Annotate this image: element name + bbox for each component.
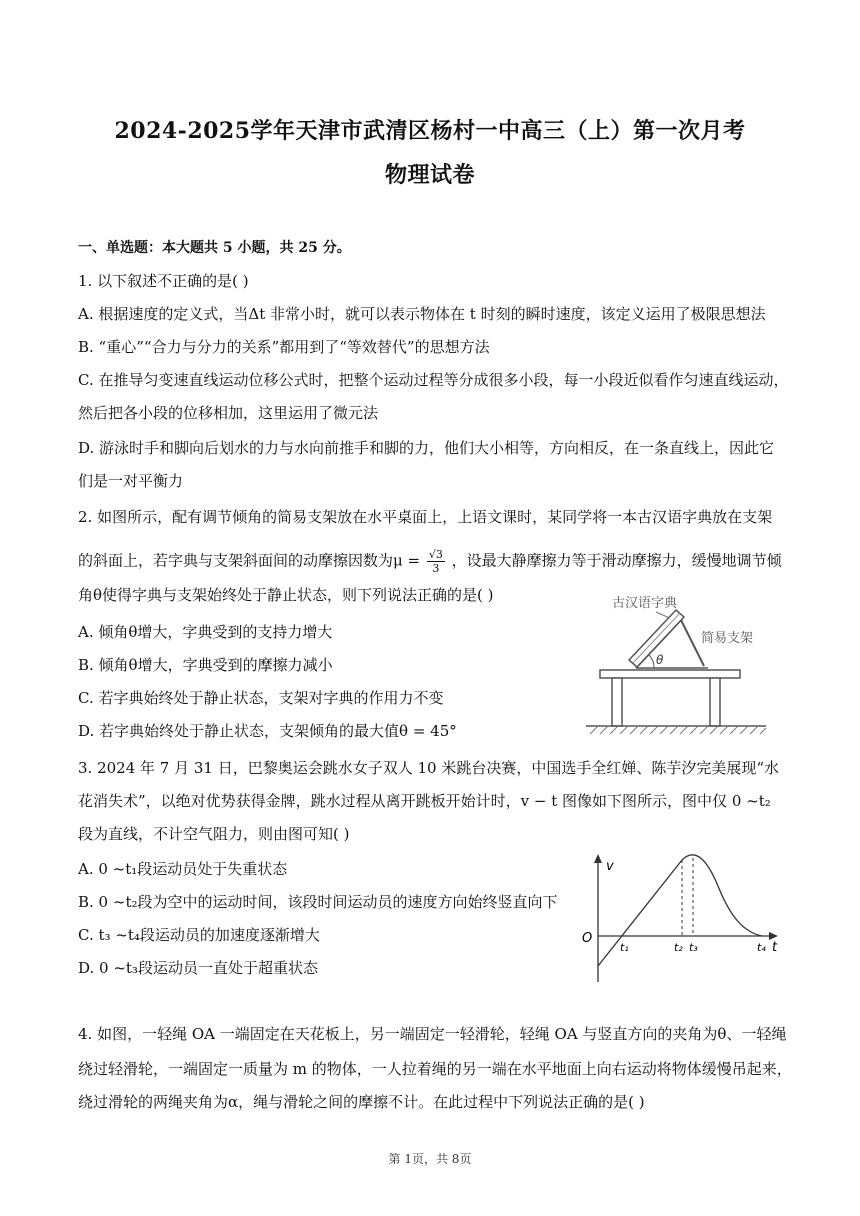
q4-stem-cont: 绕过轻滑轮，一端固定一质量为 m 的物体，一人拉着绳的另一端在水平地面上向右运动将物体缓慢吊起来，: [78, 1060, 792, 1078]
q2-stem: 2. 如图所示，配有调节倾角的简易支架放在水平桌面上，上语文课时，某同学将一本古汉语字典放在支架: [78, 508, 773, 526]
mu-fraction: [427, 548, 445, 575]
q3-stem-cont2: 段为直线，不计空气阻力，则由图可知( ): [78, 825, 350, 843]
tick-t4: t₄: [757, 941, 766, 954]
tick-t3: t₃: [689, 941, 698, 954]
t-axis-arrow: [769, 932, 778, 940]
q4-stem-cont2: 绕过滑轮的两绳夹角为α，绳与滑轮之间的摩擦不计。在此过程中下列说法正确的是( ): [78, 1093, 645, 1111]
stand-diagram: [586, 588, 776, 736]
q3-option-b: B. 0 ~t₂段为空中的运动时间，该段时间运动员的速度方向始终竖直向下: [78, 893, 558, 911]
q2-stem-cont: [78, 548, 782, 575]
page-footer: 第 1页，共 8页: [388, 1152, 472, 1166]
q3-option-c: C. t₃ ~t₄段运动员的加速度逐渐增大: [78, 926, 320, 944]
q2-option-d: D. 若字典始终处于静止状态，支架倾角的最大值θ = 45°: [78, 722, 457, 740]
t-axis-label: t: [772, 940, 778, 955]
v-axis-arrow: [594, 854, 602, 863]
q3-stem: 3. 2024 年 7 月 31 日，巴黎奥运会跳水女子双人 10 米跳台决赛，中国选手全红婵、陈芋汐完美展现“水: [78, 759, 780, 777]
q1-option-a: A. 根据速度的定义式，当Δt 非常小时，就可以表示物体在 t 时刻的瞬时速度，该定义运用了极限思想法: [78, 305, 766, 323]
tick-t1: t₁: [620, 941, 629, 954]
label-theta: θ: [656, 653, 664, 667]
q2-option-c: C. 若字典始终处于静止状态，支架对字典的作用力不变: [78, 689, 444, 707]
section-heading: 一、单选题：本大题共 5 小题，共 25 分。: [78, 240, 351, 256]
linear-segment: [598, 860, 682, 966]
ground-hatching: [590, 726, 766, 734]
q1-option-b: B. “重心”“合力与分力的关系”都用到了“等效替代”的思想方法: [78, 338, 490, 356]
mu-numerator: √3: [428, 548, 443, 561]
label-dictionary: 古汉语字典: [612, 596, 678, 611]
angle-arc: [649, 655, 654, 668]
q2-stem-part2: ，设最大静摩擦力等于滑动摩擦力，缓慢地调节倾: [451, 551, 782, 570]
q1-option-c-cont: 然后把各小段的位移相加，这里运用了微元法: [78, 404, 379, 422]
q2-option-a: A. 倾角θ增大，字典受到的支持力增大: [78, 623, 333, 641]
table-top: [600, 670, 740, 678]
q3-stem-cont: 花消失术”，以绝对优势获得金牌，跳水过程从离开跳板开始计时，v − t 图像如下图所示，图中仅 0 ~t₂: [78, 792, 771, 810]
q2-stem-cont2: 角θ使得字典与支架始终处于静止状态，则下列说法正确的是( ): [78, 586, 494, 604]
q1-option-d-cont: 们是一对平衡力: [78, 472, 184, 490]
q1-stem: 1. 以下叙述不正确的是( ): [78, 272, 249, 290]
origin-label: O: [582, 931, 593, 946]
q4-stem: 4. 如图，一轻绳 OA 一端固定在天花板上，另一端固定一轻滑轮，轻绳 OA 与竖直方向的夹角为θ、一轻绳: [78, 1025, 787, 1043]
label-stand: 简易支架: [701, 631, 754, 646]
q3-option-a: A. 0 ~t₁段运动员处于失重状态: [78, 860, 288, 878]
deceleration-curve: [682, 855, 762, 936]
q2-option-b: B. 倾角θ增大，字典受到的摩擦力减小: [78, 656, 333, 674]
q1-option-d: D. 游泳时手和脚向后划水的力与水向前推手和脚的力，他们大小相等，方向相反，在一条直线上，因此它: [78, 439, 775, 457]
paper-subtitle: 物理试卷: [384, 162, 475, 188]
table-leg-left: [612, 678, 622, 726]
q2-stem-part1: 的斜面上，若字典与支架斜面间的动摩擦因数为μ =: [78, 551, 421, 570]
tick-t2: t₂: [674, 941, 683, 954]
q1-option-c: C. 在推导匀变速直线运动位移公式时，把整个运动过程等分成很多小段，每一小段近似看作匀速直线运动，: [78, 371, 789, 389]
mu-denominator: 3: [432, 562, 440, 575]
table-leg-right: [710, 678, 720, 726]
q3-option-d: D. 0 ~t₃段运动员一直处于超重状态: [78, 959, 318, 977]
v-axis-label: v: [606, 859, 614, 874]
vt-graph: [578, 850, 788, 986]
paper-title: 2024-2025学年天津市武清区杨村一中高三（上）第一次月考: [114, 118, 746, 144]
